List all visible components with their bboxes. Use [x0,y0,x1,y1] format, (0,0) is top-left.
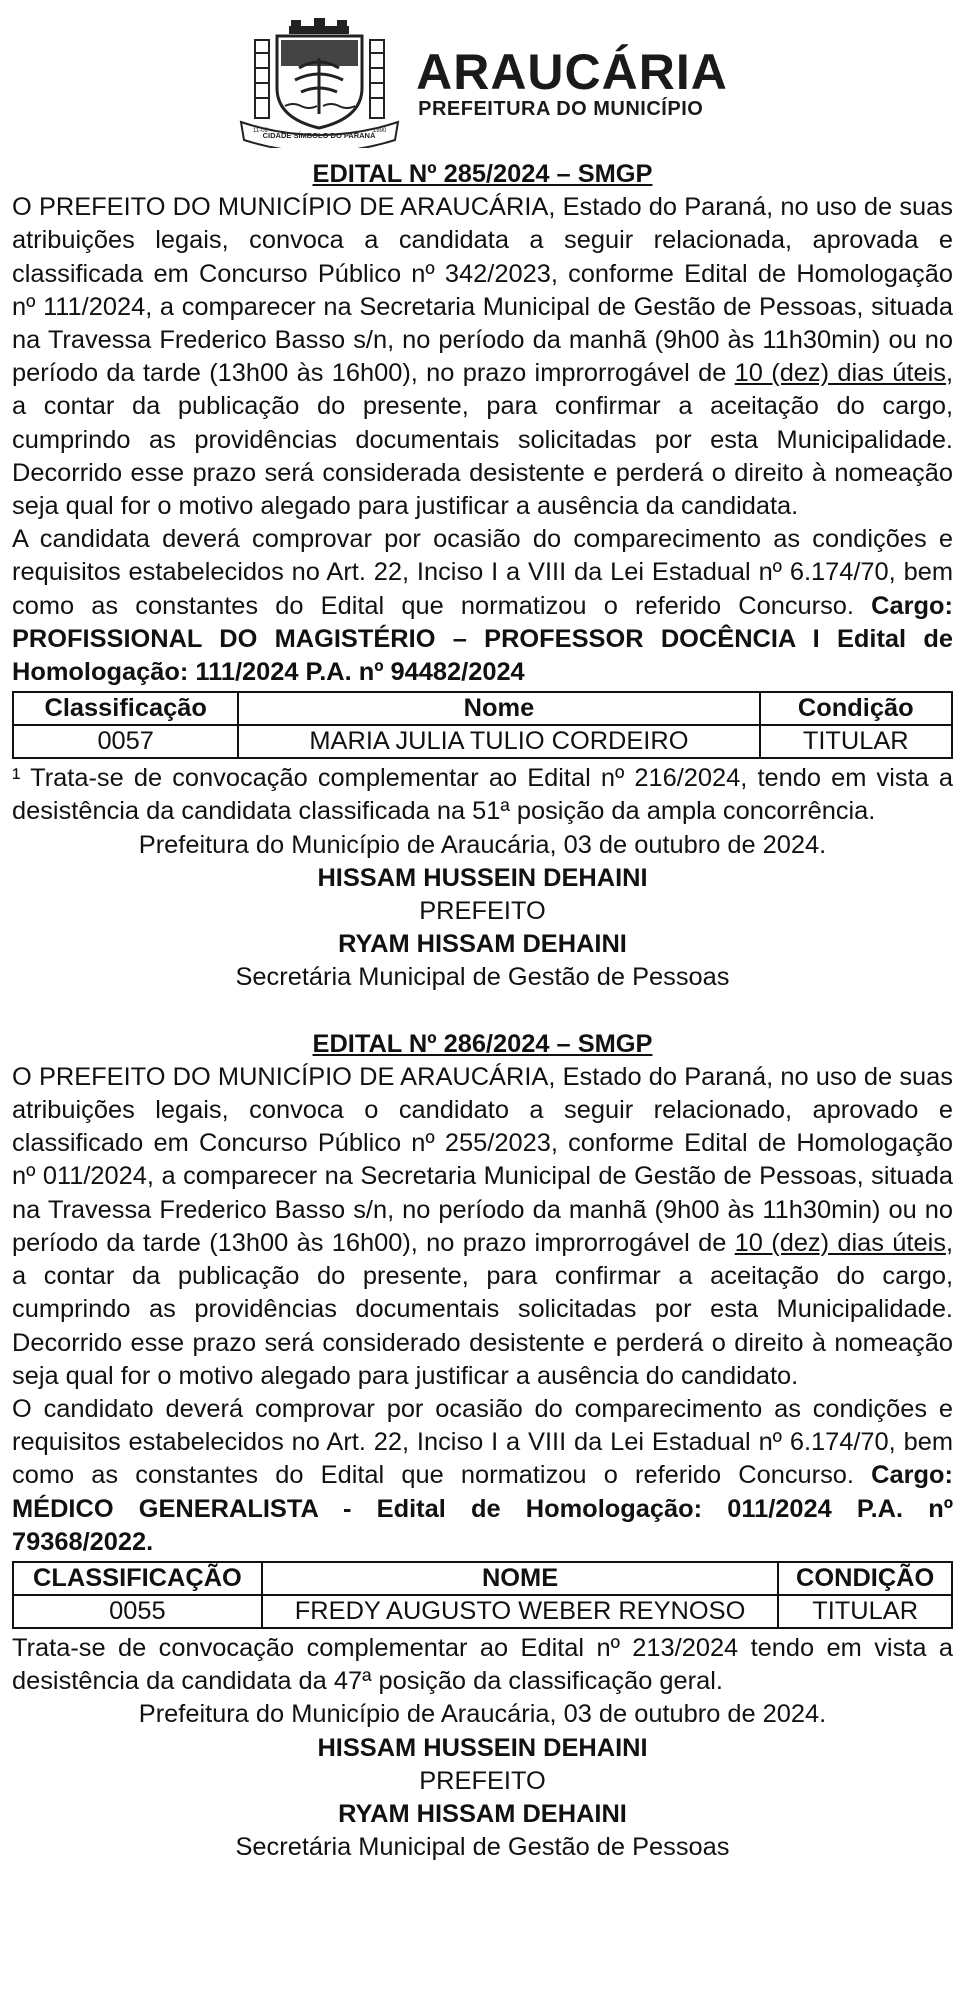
signatory-name: HISSAM HUSSEIN DEHAINI [317,1733,648,1762]
signatory-role: PREFEITO [419,897,546,926]
table-header-row [13,692,952,725]
edital-286 [12,1028,953,1865]
cell-nome: MARIA JULIA TULIO CORDEIRO [238,725,759,758]
column-header-condicao: CONDIÇÃO [778,1562,952,1595]
masthead [12,8,953,158]
edital-title: EDITAL Nº 286/2024 – SMGP [312,1029,653,1058]
column-header-nome: Nome [238,692,759,725]
table-row [13,725,952,758]
candidate-table [12,1561,953,1629]
city-seal-icon [237,18,402,148]
seal-year-right: 1890 [373,128,387,134]
footnote: Trata-se de convocação complementar ao Edital nº 213/2024 tendo em vista a desistência da candidata da 47ª posição da classificação geral. [12,1633,953,1696]
place-date: Prefeitura do Município de Araucária, 03 de outubro de 2024. [138,1700,827,1729]
table-header-row [13,1562,952,1595]
cell-nome: FREDY AUGUSTO WEBER REYNOSO [262,1595,778,1628]
candidate-table [12,691,953,759]
table-row [13,1595,952,1628]
cell-condicao: TITULAR [778,1595,952,1628]
requirements-paragraph: O candidato deverá comprovar por ocasião do comparecimento as condições e requisitos estabelecidos no Art. 22, Inciso I a VIII da Lei Estadual nº 6.174/70, bem como as constantes do Edital que normatizou o referido Concurso. Cargo: MÉDICO GENERALISTA - Edital de Homologação: 011/2024 P.A. nº 79368/2022. [12,1394,953,1556]
footnote: ¹ Trata-se de convocação complementar ao Edital nº 216/2024, tendo em vista a desistência da candidata classificada na 51ª posição da ampla concorrência. [12,764,953,826]
cell-classificacao: 0055 [13,1595,262,1628]
signatory-name: HISSAM HUSSEIN DEHAINI [317,863,648,892]
signatory-role: Secretária Municipal de Gestão de Pessoas [235,1833,730,1862]
convocation-paragraph: O PREFEITO DO MUNICÍPIO DE ARAUCÁRIA, Estado do Paraná, no uso de suas atribuições legais, convoca o candidato a seguir relacionado, aprovado e classificado em Concurso Público nº 255/2023, conforme Edital de Homologação nº 011/2024, a comparecer na Secretaria Municipal de Gestão de Pessoas, situada na Travessa Frederico Basso s/n, no período da manhã (9h00 às 11h30min) ou no período da tarde (13h00 às 16h00), no prazo improrrogável de 10 (dez) dias úteis, a contar da publicação do presente, para confirmar a aceitação do cargo, cumprindo as providências documentais solicitadas por esta Municipalidade. Decorrido esse prazo será considerado desistente e perderá o direito à nomeação seja qual for o motivo alegado para justificar a ausência do candidato. [12,1062,954,1390]
signatory-name: RYAM HISSAM DEHAINI [338,930,627,959]
edital-285 [12,158,953,995]
column-header-classificacao: Classificação [13,692,238,725]
convocation-paragraph: O PREFEITO DO MUNICÍPIO DE ARAUCÁRIA, Estado do Paraná, no uso de suas atribuições legais, convoca a candidata a seguir relacionada, aprovada e classificada em Concurso Público nº 342/2023, conforme Edital de Homologação nº 111/2024, a comparecer na Secretaria Municipal de Gestão de Pessoas, situada na Travessa Frederico Basso s/n, no período da manhã (9h00 às 11h30min) ou no período da tarde (13h00 às 16h00), no prazo improrrogável de 10 (dez) dias úteis, a contar da publicação do presente, para confirmar a aceitação do cargo, cumprindo as providências documentais solicitadas por esta Municipalidade. Decorrido esse prazo será considerada desistente e perderá o direito à nomeação seja qual for o motivo alegado para justificar a ausência da candidata. [12,193,954,521]
deadline-text: 10 (dez) dias úteis [734,359,946,388]
signatory-name: RYAM HISSAM DEHAINI [338,1799,627,1828]
brand-name: ARAUCÁRIA [416,44,728,100]
signatory-role: PREFEITO [419,1766,546,1795]
seal-motto: CIDADE SÍMBOLO DO PARANÁ [262,131,376,140]
brand-subtitle: PREFEITURA DO MUNICÍPIO [418,98,704,120]
requirements-paragraph: A candidata deverá comprovar por ocasião do comparecimento as condições e requisitos estabelecidos no Art. 22, Inciso I a VIII da Lei Estadual nº 6.174/70, bem como as constantes do Edital que normatizou o referido Concurso. Cargo: PROFISSIONAL DO MAGISTÉRIO – PROFESSOR DOCÊNCIA I Edital de Homologação: 111/2024 P.A. nº 94482/2024 [12,525,953,687]
place-date: Prefeitura do Município de Araucária, 03 de outubro de 2024. [138,830,827,859]
cargo-text: Cargo: MÉDICO GENERALISTA - Edital de Homologação: 011/2024 P.A. nº 79368/2022. [12,1461,953,1556]
cell-classificacao: 0057 [13,725,238,758]
signatory-role: Secretária Municipal de Gestão de Pessoas [235,963,730,992]
column-header-nome: NOME [262,1562,778,1595]
cargo-text: Cargo: PROFISSIONAL DO MAGISTÉRIO – PROFESSOR DOCÊNCIA I Edital de Homologação: 111/2024 P.A. nº 94482/2024 [12,591,953,687]
cell-condicao: TITULAR [760,725,953,758]
edital-title: EDITAL Nº 285/2024 – SMGP [312,160,653,188]
brand-block [416,46,728,120]
deadline-text: 10 (dez) dias úteis [734,1228,946,1257]
column-header-classificacao: CLASSIFICAÇÃO [13,1562,262,1595]
seal-year-left: 11-02 [253,128,269,134]
column-header-condicao: Condição [760,692,953,725]
